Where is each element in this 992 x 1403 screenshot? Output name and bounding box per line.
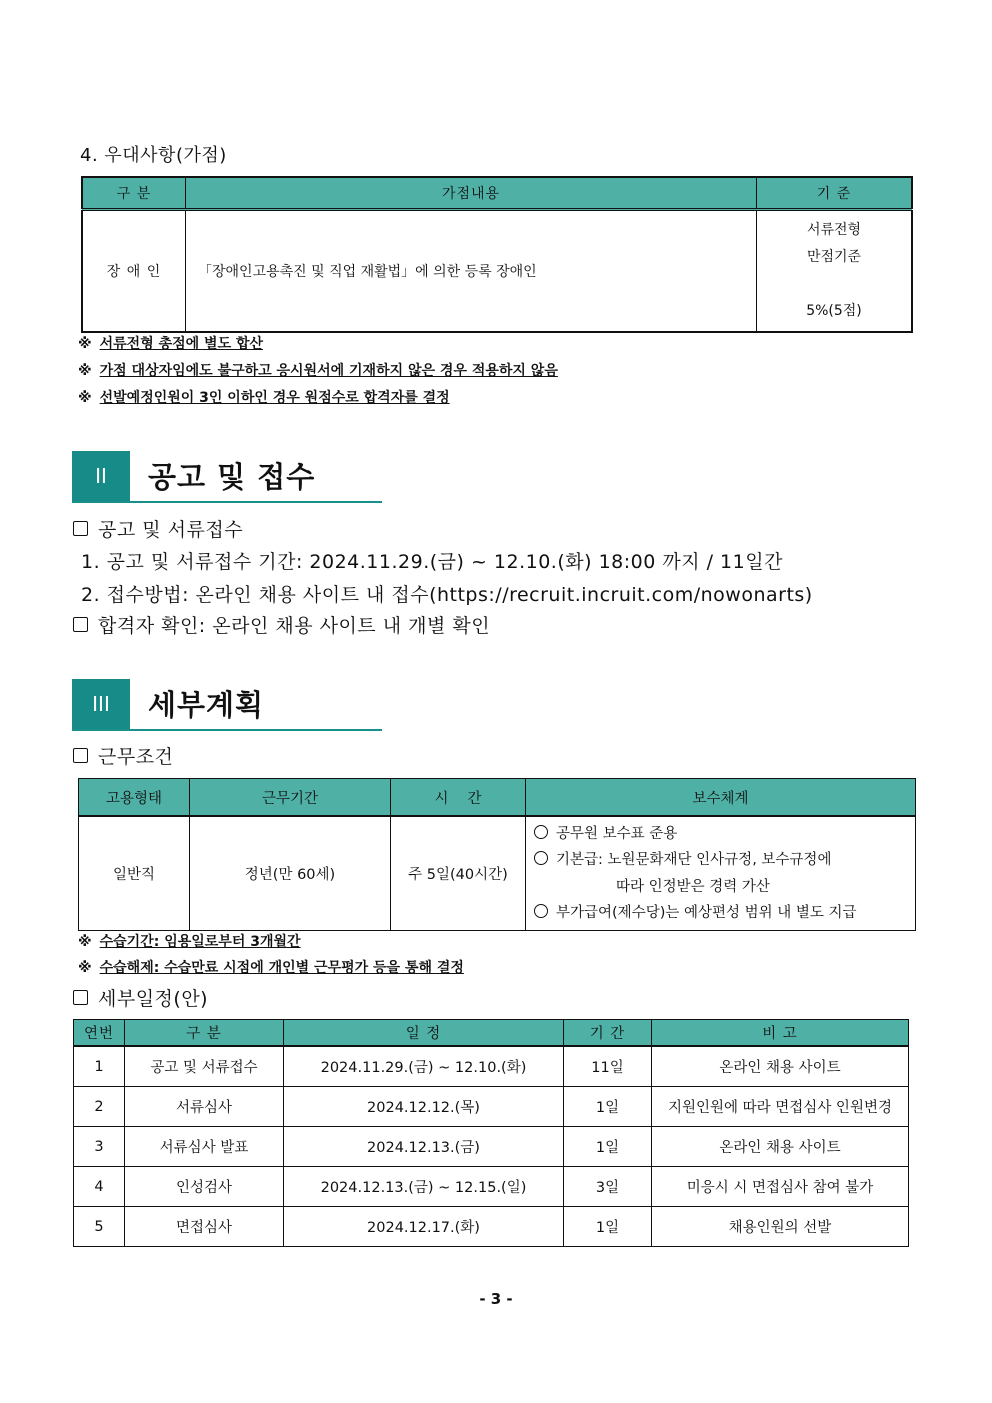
- item-text: 근무조건: [98, 746, 174, 768]
- note-text: 수습해제: 수습만료 시점에 개인별 근무평가 등을 통해 결정: [99, 960, 464, 976]
- row-remark: 미응시 시 면접심사 참여 불가: [652, 1167, 909, 1207]
- row-remark: 온라인 채용 사이트: [652, 1127, 909, 1167]
- table-row: [74, 1207, 909, 1247]
- checkbox-item: [73, 742, 173, 769]
- row-date: 2024.11.29.(금) ~ 12.10.(화): [284, 1046, 564, 1087]
- row-number: 2: [74, 1087, 125, 1127]
- square-bullet-icon: [73, 617, 88, 632]
- table-header-row: [74, 1020, 909, 1047]
- note-text: 수습기간: 임용일로부터 3개월간: [99, 934, 301, 950]
- preference-table: [81, 176, 913, 333]
- preference-heading: 4. 우대사항(가점): [80, 145, 227, 166]
- item-text: 공고 및 서류접수: [98, 519, 244, 541]
- section-number: III: [72, 679, 130, 729]
- item-text: 세부일정(안): [98, 988, 209, 1010]
- square-bullet-icon: [73, 990, 88, 1005]
- employment-type: 일반직: [79, 816, 190, 931]
- table-row: [74, 1087, 909, 1127]
- section-number: II: [72, 451, 130, 501]
- column-header: 기 간: [564, 1020, 652, 1047]
- row-number: 4: [74, 1167, 125, 1207]
- row-date: 2024.12.12.(목): [284, 1087, 564, 1127]
- note-mark: ※: [78, 390, 92, 406]
- table-header-row: [82, 177, 912, 210]
- note-text: 가점 대상자임에도 불구하고 응시원서에 기재하지 않은 경우 적용하지 않음: [99, 363, 558, 379]
- work-condition-table: [78, 778, 916, 931]
- item-text: 합격자 확인: 온라인 채용 사이트 내 개별 확인: [98, 615, 491, 637]
- table-header-row: [79, 779, 916, 817]
- column-header: 일 정: [284, 1020, 564, 1047]
- criteria-line: 서류전형: [806, 222, 862, 238]
- row-item: 면접심사: [125, 1207, 284, 1247]
- row-number: 5: [74, 1207, 125, 1247]
- row-remark: 지원인원에 따라 면접심사 인원변경: [652, 1087, 909, 1127]
- schedule-table: [73, 1019, 909, 1247]
- pay-text: 부가급여(제수당)는 예상편성 범위 내 별도 지급: [556, 905, 857, 921]
- square-bullet-icon: [73, 521, 88, 536]
- row-period: 1일: [564, 1207, 652, 1247]
- circle-bullet-icon: [534, 825, 548, 839]
- category-cell: 장 애 인: [82, 210, 186, 333]
- column-header: 기 준: [757, 177, 913, 210]
- checkbox-item: [73, 611, 490, 638]
- row-item: 서류심사: [125, 1087, 284, 1127]
- column-header: 시 간: [391, 779, 526, 817]
- note: [78, 387, 450, 407]
- content-cell: 「장애인고용촉진 및 직업 재활법」에 의한 등록 장애인: [186, 210, 757, 333]
- pay-text: 공무원 보수표 준용: [556, 825, 678, 842]
- list-item: [534, 847, 915, 874]
- circle-bullet-icon: [534, 851, 548, 865]
- column-header: 근무기간: [190, 779, 391, 817]
- column-header: 구 분: [125, 1020, 284, 1047]
- pay-system: [526, 816, 916, 931]
- column-header: 고용형태: [79, 779, 190, 817]
- row-remark: 온라인 채용 사이트: [652, 1046, 909, 1087]
- detail-line: 1. 공고 및 서류접수 기간: 2024.11.29.(금) ~ 12.10.(화) 18:00 까지 / 11일간: [81, 551, 783, 573]
- note-mark: ※: [78, 960, 92, 976]
- note-text: 서류전형 총점에 별도 합산: [99, 336, 264, 352]
- row-number: 3: [74, 1127, 125, 1167]
- note-mark: ※: [78, 934, 92, 950]
- note: [78, 360, 558, 380]
- detail-line: 2. 접수방법: 온라인 채용 사이트 내 접수(https://recruit.incruit.com/nowonarts): [81, 584, 813, 606]
- list-item: [534, 900, 915, 927]
- criteria-cell: [757, 210, 913, 333]
- note-mark: ※: [78, 336, 92, 352]
- note: [78, 333, 263, 353]
- row-remark: 채용인원의 선발: [652, 1207, 909, 1247]
- table-row: [74, 1127, 909, 1167]
- square-bullet-icon: [73, 748, 88, 763]
- row-date: 2024.12.13.(금): [284, 1127, 564, 1167]
- section-title: 공고 및 접수: [148, 460, 316, 494]
- note-text: 선발예정인원이 3인 이하인 경우 원점수로 합격자를 결정: [99, 390, 450, 406]
- pay-text: 기본급: 노원문화재단 인사규정, 보수규정에: [556, 852, 832, 868]
- table-row: [74, 1046, 909, 1087]
- section-header: [72, 451, 382, 503]
- note-mark: ※: [78, 363, 92, 379]
- row-number: 1: [74, 1046, 125, 1087]
- work-period: 정년(만 60세): [190, 816, 391, 931]
- table-row: [79, 816, 916, 931]
- row-period: 3일: [564, 1167, 652, 1207]
- list-item-continuation: 따라 인정받은 경력 가산: [616, 878, 770, 895]
- table-row: [82, 210, 912, 333]
- page-number: - 3 -: [479, 1290, 513, 1308]
- checkbox-item: [73, 984, 208, 1011]
- row-period: 11일: [564, 1046, 652, 1087]
- column-header: 구 분: [82, 177, 186, 210]
- column-header: 가점내용: [186, 177, 757, 210]
- column-header: 비 고: [652, 1020, 909, 1047]
- column-header: 연번: [74, 1020, 125, 1047]
- row-period: 1일: [564, 1127, 652, 1167]
- section-header: [72, 679, 382, 731]
- section-title: 세부계획: [148, 688, 265, 722]
- criteria-spacer: [757, 271, 911, 298]
- column-header: 보수체계: [526, 779, 916, 817]
- row-item: 공고 및 서류접수: [125, 1046, 284, 1087]
- row-item: 서류심사 발표: [125, 1127, 284, 1167]
- checkbox-item: [73, 515, 243, 542]
- row-item: 인성검사: [125, 1167, 284, 1207]
- criteria-line: 만점기준: [806, 249, 862, 265]
- note: [78, 957, 464, 977]
- criteria-value: 5%(5점): [806, 303, 862, 319]
- row-period: 1일: [564, 1087, 652, 1127]
- table-row: [74, 1167, 909, 1207]
- list-item: [534, 821, 915, 848]
- note: [78, 931, 301, 951]
- row-date: 2024.12.13.(금) ~ 12.15.(일): [284, 1167, 564, 1207]
- row-date: 2024.12.17.(화): [284, 1207, 564, 1247]
- work-hours: 주 5일(40시간): [391, 816, 526, 931]
- circle-bullet-icon: [534, 904, 548, 918]
